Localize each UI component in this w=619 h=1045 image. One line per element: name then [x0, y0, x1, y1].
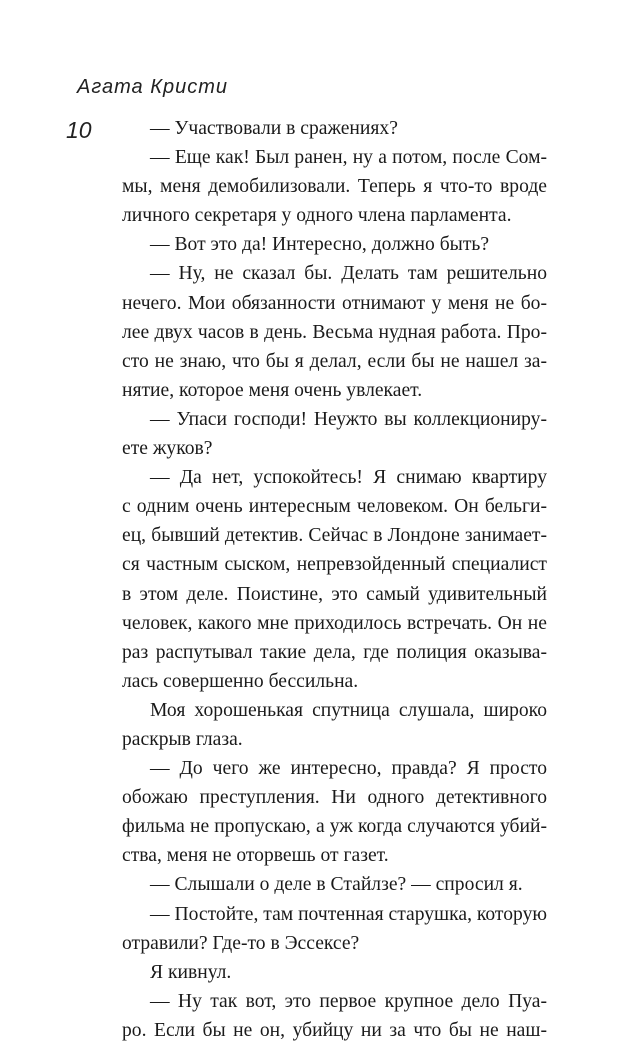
text-line: — До чего же интересно, правда? Я просто [150, 758, 547, 780]
text-line: — Постойте, там почтенная старушка, которую [150, 903, 548, 925]
text-line: — Ну, не сказал бы. Делать там решительно [150, 263, 547, 285]
text-line: личного секретаря у одного члена парламента. [122, 205, 512, 227]
text-line: раз распутывал такие дела, где полиция оказыва- [122, 641, 547, 663]
text-line: лее двух часов в день. Весьма нудная работа. Про- [122, 321, 547, 343]
text-line: — Ну так вот, это первое крупное дело Пуа- [150, 990, 547, 1012]
text-line: ся частным сыском, непревзойденный специалист [122, 554, 547, 576]
text-line: — Вот это да! Интересно, должно быть? [150, 234, 490, 256]
running-header: Агата Кристи [77, 76, 229, 98]
text-line: — Слышали о деле в Стайлзе? — спросил я. [150, 874, 523, 896]
text-line: сто не знаю, что бы я делал, если бы не нашел за- [122, 350, 547, 372]
text-line: с одним очень интересным человеком. Он бельги- [122, 496, 547, 518]
page-number: 10 [66, 117, 92, 143]
text-line: фильма не пропускаю, а уж когда случаются убий- [122, 816, 547, 838]
text-line: нечего. Мои обязанности отнимают у меня не бо- [122, 292, 547, 314]
text-line: Я кивнул. [150, 961, 232, 983]
text-line: — Да нет, успокойтесь! Я снимаю квартиру [150, 467, 547, 489]
text-line: лась совершенно бессильна. [122, 670, 359, 692]
text-line: — Упаси господи! Неужто вы коллекциониру- [150, 408, 547, 430]
text-line: нятие, которое меня очень увлекает. [122, 379, 423, 401]
text-line: человек, какого мне приходилось встречать. Он не [122, 612, 547, 634]
text-line: ете жуков? [122, 438, 213, 460]
text-line: в этом деле. Поистине, это самый удивительный [122, 583, 547, 605]
body-text [122, 114, 547, 1045]
text-line: раскрыв глаза. [122, 728, 243, 750]
text-line: Моя хорошенькая спутница слушала, широко [150, 699, 547, 721]
text-line: — Участвовали в сражениях? [150, 118, 398, 139]
text-line: ро. Если бы не он, убийцу ни за что бы не наш- [122, 1019, 547, 1041]
text-line: обожаю преступления. Ни одного детективного [122, 787, 547, 809]
text-line: ства, меня не оторвешь от газет. [122, 845, 389, 867]
text-line: ец, бывший детектив. Сейчас в Лондоне занимает- [122, 525, 547, 547]
text-line: отравили? Где-то в Эссексе? [122, 932, 360, 954]
text-line: мы, меня демобилизовали. Теперь я что-то вроде [122, 176, 547, 198]
text-line: — Еще как! Был ранен, ну а потом, после Сом- [150, 147, 547, 169]
